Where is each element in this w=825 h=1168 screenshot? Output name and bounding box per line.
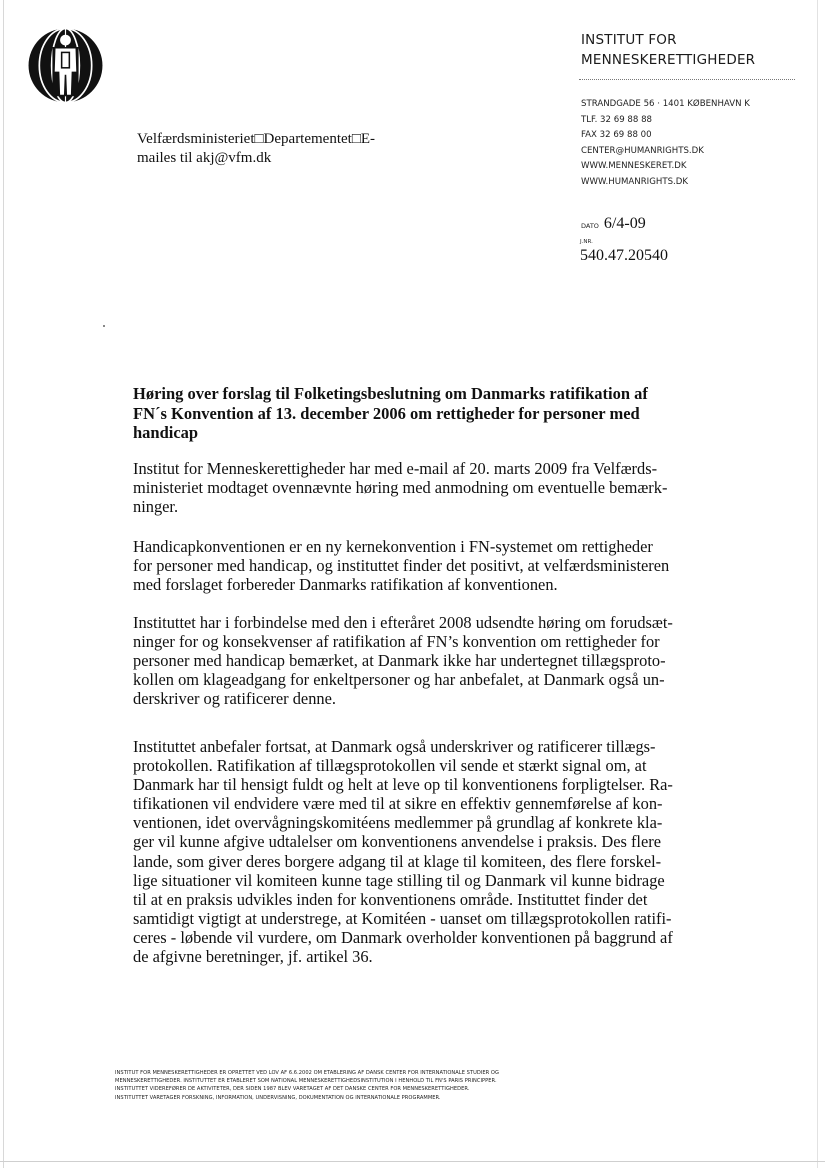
paragraph-line: Institut for Menneskerettigheder har med e-mail af 20. marts 2009 fra Velfærds- xyxy=(133,459,658,478)
page-edge-right xyxy=(817,0,818,1168)
body-paragraph xyxy=(133,459,693,516)
footer-legal-notice xyxy=(115,1069,615,1102)
subject-heading xyxy=(133,384,693,443)
page-edge-bottom xyxy=(0,1161,825,1162)
paragraph-line: lige situationer vil komiteen kunne tage stilling til og Danmark vil kunne bidrage xyxy=(133,870,665,890)
paragraph-line: med forslaget forbereder Danmarks ratifikation af konventionen. xyxy=(133,575,558,595)
page-edge-left xyxy=(3,0,4,1168)
paragraph-line: personer med handicap bemærket, at Danmark ikke har undertegnet tillægsproto- xyxy=(133,651,666,671)
recipient-line: mailes til akj@vfm.dk xyxy=(137,150,272,166)
paragraph-line: protokollen. Ratifikation af tillægsprotokollen vil sende et stærkt signal om, at xyxy=(133,756,647,776)
paragraph-line: ger vil kunne afgive udtalelser om konventionens anvendelse i praksis. Des flere xyxy=(133,832,661,852)
recipient-block xyxy=(137,130,437,168)
paragraph-line: ceres - løbende vil vurdere, om Danmark overholder konventionen på baggrund af xyxy=(133,927,673,947)
institution-name xyxy=(581,30,811,70)
journal-number-label: J.NR. xyxy=(580,239,593,245)
footer-line: INSTITUTTET VIDEREFØRER DE AKTIVITETER, DER SIDEN 1987 BLEV VARETAGET AF DET DANSKE CENTER FOR MENNESKERETTIGHEDER. xyxy=(115,1086,470,1093)
subject-line: Høring over forslag til Folketingsbeslutning om Danmarks ratifikation af xyxy=(133,384,648,403)
paragraph-line: for personer med handicap, og instituttet finder det positivt, at velfærdsministeren xyxy=(133,556,670,576)
paragraph-line: Danmark har til hensigt fuldt og helt at leve op til konventionens forpligtelser. Ra- xyxy=(133,775,673,795)
paragraph-line: kollen om klageadgang for enkeltpersoner og har anbefalet, at Danmark også un- xyxy=(133,670,665,690)
margin-mark xyxy=(103,325,105,327)
paragraph-line: samtidigt vigtigt at understrege, at Komitéen - uanset om tillægsprotokollen ratifi- xyxy=(133,908,672,928)
date-label: DATO xyxy=(581,222,599,230)
institution-name-line: MENNESKERETTIGHEDER xyxy=(581,52,756,68)
contact-address: STRANDGADE 56 · 1401 KØBENHAVN K xyxy=(581,99,750,109)
institution-name-line: INSTITUT FOR xyxy=(581,32,677,48)
contact-phone: TLF. 32 69 88 88 xyxy=(581,114,652,125)
footer-line: INSTITUTTET VARETAGER FORSKNING, INFORMATION, UNDERVISNING, DOKUMENTATION OG INTERNATIONALE PROGRAMMER. xyxy=(115,1094,441,1101)
body-paragraph xyxy=(133,613,693,708)
date-value: 6/4-09 xyxy=(603,215,646,232)
paragraph-line: ventionen, idet overvågningskomitéens medlemmer på grundlag af konkrete kla- xyxy=(133,813,663,833)
paragraph-line: til at en praksis udvikles inden for konventionens område. Instituttet finder det xyxy=(133,889,648,909)
journal-number-value: 540.47.20540 xyxy=(580,247,668,264)
paragraph-line: ninger for og konsekvenser af ratifikation af FN’s konvention om rettigheder for xyxy=(133,632,660,652)
paragraph-line: Instituttet anbefaler fortsat, at Danmark også underskriver og ratificerer tillægs- xyxy=(133,737,656,756)
contact-website: WWW.MENNESKERET.DK xyxy=(581,161,687,172)
letterhead-divider xyxy=(579,79,795,80)
paragraph-line: Instituttet har i forbindelse med den i efteråret 2008 udsendte høring om forudsæt- xyxy=(133,613,673,632)
body-paragraph xyxy=(133,537,693,594)
contact-block xyxy=(581,97,811,191)
footer-line: MENNESKERETTIGHEDER. INSTITUTTET ER ETABLERET SOM NATIONAL MENNESKERETTIGHEDSINSTITUTION I HENHOLD TIL FN'S PARIS PRINCIPPER. xyxy=(115,1078,497,1085)
paragraph-line: ministeriet modtaget ovennævnte høring med anmodning om eventuelle bemærk- xyxy=(133,478,668,498)
contact-website: WWW.HUMANRIGHTS.DK xyxy=(581,176,689,187)
human-figure-globe-icon xyxy=(27,27,104,104)
paragraph-line: ninger. xyxy=(133,497,179,517)
paragraph-line: Handicapkonventionen er en ny kernekonvention i FN-systemet om rettigheder xyxy=(133,537,653,556)
paragraph-line: derskriver og ratificerer denne. xyxy=(133,689,336,709)
footer-line: INSTITUT FOR MENNESKERETTIGHEDER ER OPRETTET VED LOV AF 6.6.2002 OM ETABLERING AF DANSK CENTER FOR INTERNATIONALE STUDIER OG xyxy=(115,1070,499,1076)
contact-email: CENTER@HUMANRIGHTS.DK xyxy=(581,145,704,156)
recipient-line: Velfærdsministeriet□Departementet□E- xyxy=(137,131,376,147)
body-paragraph xyxy=(133,737,693,966)
paragraph-line: lande, som giver deres borgere adgang til at klage til komiteen, des flere forskel- xyxy=(133,851,662,871)
subject-line: handicap xyxy=(133,423,199,442)
contact-fax: FAX 32 69 88 00 xyxy=(581,130,652,141)
paragraph-line: de afgivne beretninger, jf. artikel 36. xyxy=(133,947,373,967)
paragraph-line: tifikationen vil endvidere være med til at sikre en effektiv gennemførelse af kon- xyxy=(133,794,663,814)
date-row xyxy=(581,215,646,233)
subject-line: FN´s Konvention af 13. december 2006 om rettigheder for personer med xyxy=(133,403,640,423)
